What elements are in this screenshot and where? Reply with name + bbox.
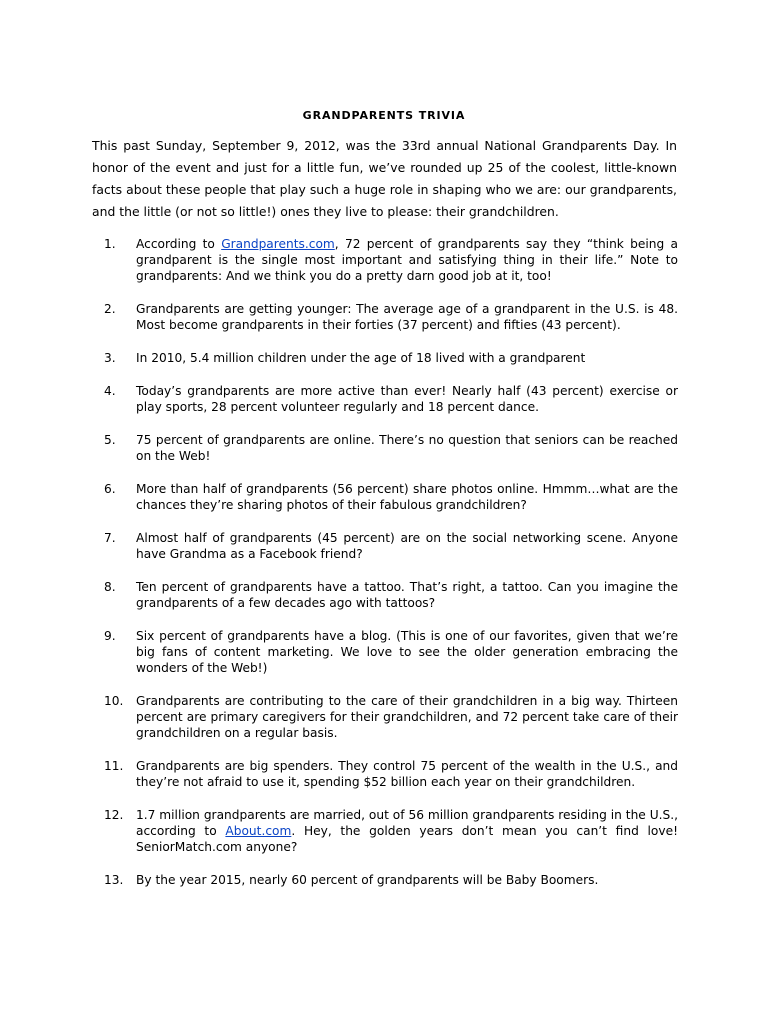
list-item: [104, 236, 678, 284]
item-text: By the year 2015, nearly 60 percent of grandparents will be Baby Boomers.: [136, 873, 599, 887]
item-text: Six percent of grandparents have a blog. (This is one of our favorites, given that we’re big fans of content marketing. We love to see the older generation embracing the wonders of the Web!): [136, 629, 678, 675]
list-item: [104, 481, 678, 513]
intro-paragraph: This past Sunday, September 9, 2012, was the 33rd annual National Grandparents Day. In honor of the event and just for a little fun, we’ve rounded up 25 of the coolest, little-known facts about these people that play such a huge role in shaping who we are: our grandparents, and the little (or not so little!) ones they live to please: their grandchildren.: [92, 138, 677, 219]
list-item: [104, 628, 678, 676]
grandparents-com-link[interactable]: Grandparents.com: [221, 237, 335, 251]
list-item: [104, 530, 678, 562]
item-text-before-link: According to: [136, 237, 222, 251]
item-text: 75 percent of grandparents are online. There’s no question that seniors can be reached on the Web!: [136, 433, 678, 463]
list-item: [104, 758, 678, 790]
item-number: 11.: [104, 759, 124, 773]
item-number: 13.: [104, 873, 124, 887]
item-text-before-link: 1.7 million grandparents are married, out of 56 million grandparents residing in the U.S., according to: [136, 808, 678, 838]
item-number: 9.: [104, 629, 116, 643]
item-number: 10.: [104, 694, 124, 708]
item-number: 5.: [104, 433, 116, 447]
item-number: 4.: [104, 384, 116, 398]
list-item: [104, 693, 678, 741]
item-number: 3.: [104, 351, 116, 365]
about-com-link[interactable]: About.com: [225, 824, 292, 838]
item-text: Grandparents are big spenders. They control 75 percent of the wealth in the U.S., and they’re not afraid to use it, spending $52 billion each year on their grandchildren.: [136, 759, 678, 789]
list-item: [104, 383, 678, 415]
item-text: Ten percent of grandparents have a tattoo. That’s right, a tattoo. Can you imagine the grandparents of a few decades ago with tattoos?: [136, 580, 678, 610]
item-text: Grandparents are contributing to the care of their grandchildren in a big way. Thirteen percent are primary caregivers for their grandchildren, and 72 percent take care of their grandchildren on a regular basis.: [136, 694, 678, 740]
item-number: 2.: [104, 302, 116, 316]
item-text-after-link: , 72 percent of grandparents say they “think being a grandparent is the single most important and satisfying thing in their life.” Note to grandparents: And we think you do a pretty darn good job at it, too!: [136, 237, 678, 283]
item-text-after-link: . Hey, the golden years don’t mean you can’t find love! SeniorMatch.com anyone?: [136, 824, 678, 854]
item-number: 1.: [104, 237, 116, 251]
item-text: Today’s grandparents are more active than ever! Nearly half (43 percent) exercise or play sports, 28 percent volunteer regularly and 18 percent dance.: [136, 384, 678, 414]
item-text: In 2010, 5.4 million children under the age of 18 lived with a grandparent: [136, 351, 586, 365]
item-number: 8.: [104, 580, 116, 594]
list-item: [104, 807, 678, 855]
list-item: [104, 301, 678, 333]
item-number: 6.: [104, 482, 116, 496]
trivia-list: [104, 236, 678, 905]
document-title: GRANDPARENTS TRIVIA: [302, 109, 466, 122]
list-item: [104, 350, 678, 366]
item-text: Grandparents are getting younger: The average age of a grandparent in the U.S. is 48. Most become grandparents in their forties (37 percent) and fifties (43 percent).: [136, 302, 678, 332]
list-item: [104, 432, 678, 464]
item-text: More than half of grandparents (56 percent) share photos online. Hmmm…what are the chances they’re sharing photos of their fabulous grandchildren?: [136, 482, 678, 512]
item-text: Almost half of grandparents (45 percent) are on the social networking scene. Anyone have Grandma as a Facebook friend?: [136, 531, 678, 561]
item-number: 7.: [104, 531, 116, 545]
item-number: 12.: [104, 808, 124, 822]
list-item: [104, 579, 678, 611]
list-item: [104, 872, 678, 888]
